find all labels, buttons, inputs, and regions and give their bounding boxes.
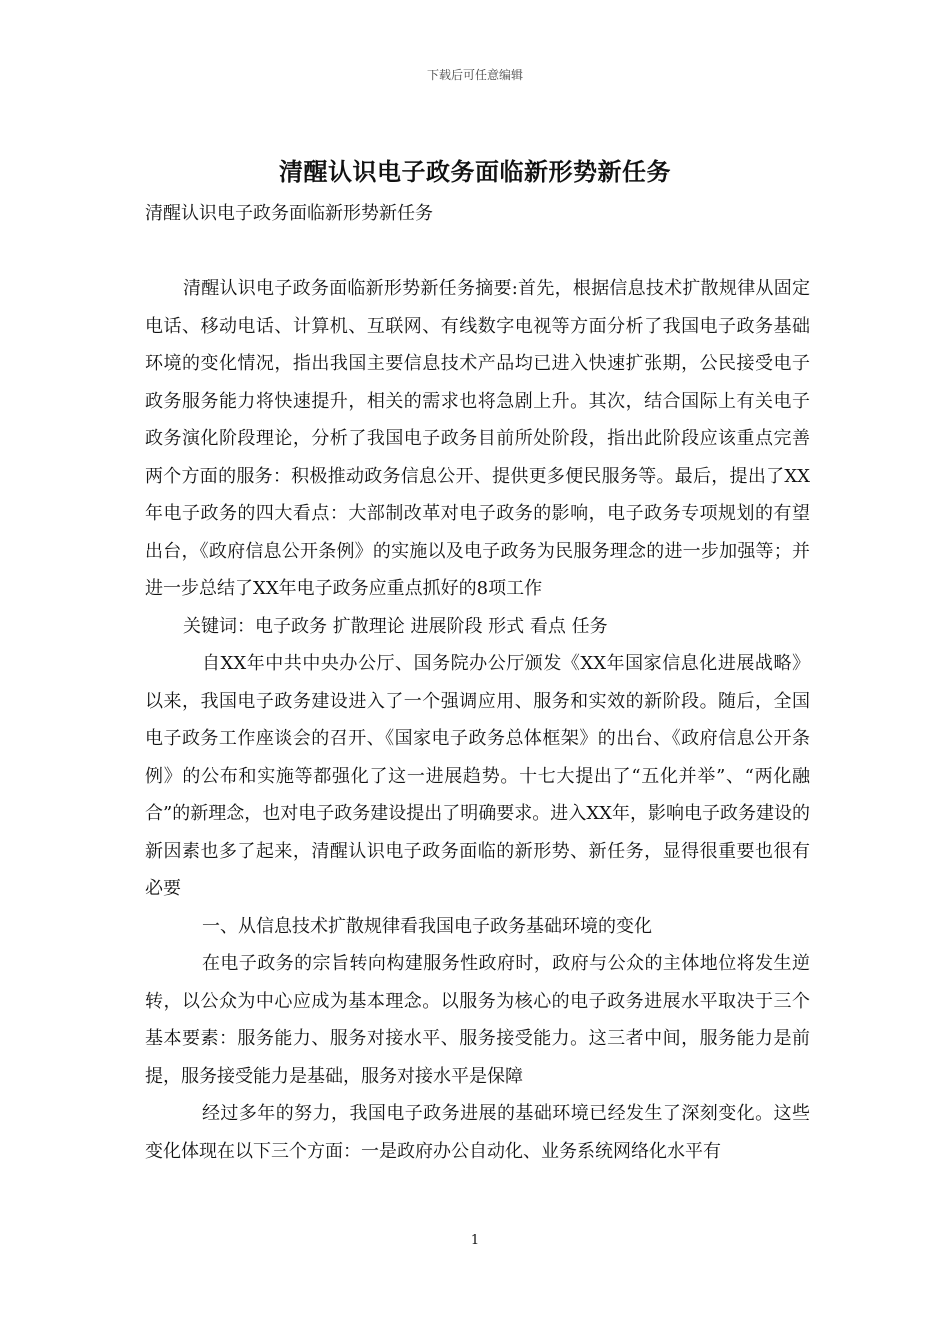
document-body (145, 270, 810, 1170)
section-heading: 一、从信息技术扩散规律看我国电子政务基础环境的变化 (202, 915, 652, 937)
page-header-note: 下载后可任意编辑 (426, 68, 523, 82)
intro-paragraph: 自XX年中共中央办公厅、国务院办公厅颁发《XX年国家信息化进展战略》以来，我国电子政务建设进入了一个强调应用、服务和实效的新阶段。随后，全国电子政务工作座谈会的召开、《国家电子政务总体框架》的出台、《政府信息公开条例》的公布和实施等都强化了这一进展趋势。十七大提出了“五化并举”、“两化融合”的新理念，也对电子政务建设提出了明确要求。进入XX年，影响电子政务建设的新因素也多了起来，清醒认识电子政务面临的新形势、新任务，显得很重要也很有必要 (145, 653, 810, 899)
document-title: 清醒认识电子政务面临新形势新任务 (279, 157, 671, 186)
document-subtitle: 清醒认识电子政务面临新形势新任务 (145, 203, 433, 224)
page-number: 1 (470, 1233, 480, 1248)
keywords-paragraph: 关键词：电子政务 扩散理论 进展阶段 形式 看点 任务 (183, 615, 608, 637)
body-paragraph: 在电子政务的宗旨转向构建服务性政府时，政府与公众的主体地位将发生逆转，以公众为中心应成为基本理念。以服务为核心的电子政务进展水平取决于三个基本要素：服务能力、服务对接水平、服务接受能力。这三者中间，服务能力是前提，服务接受能力是基础，服务对接水平是保障 (145, 953, 810, 1087)
body-paragraph: 经过多年的努力，我国电子政务进展的基础环境已经发生了深刻变化。这些变化体现在以下三个方面：一是政府办公自动化、业务系统网络化水平有 (145, 1103, 810, 1162)
abstract-paragraph: 清醒认识电子政务面临新形势新任务摘要:首先，根据信息技术扩散规律从固定电话、移动电话、计算机、互联网、有线数字电视等方面分析了我国电子政务基础环境的变化情况，指出我国主要信息技术产品均已进入快速扩张期，公民接受电子政务服务能力将快速提升，相关的需求也将急剧上升。其次，结合国际上有关电子政务演化阶段理论，分析了我国电子政务目前所处阶段，指出此阶段应该重点完善两个方面的服务：积极推动政务信息公开、提供更多便民服务等。最后，提出了XX年电子政务的四大看点：大部制改革对电子政务的影响，电子政务专项规划的有望出台，《政府信息公开条例》的实施以及电子政务为民服务理念的进一步加强等；并进一步总结了XX年电子政务应重点抓好的8项工作 (145, 278, 810, 599)
